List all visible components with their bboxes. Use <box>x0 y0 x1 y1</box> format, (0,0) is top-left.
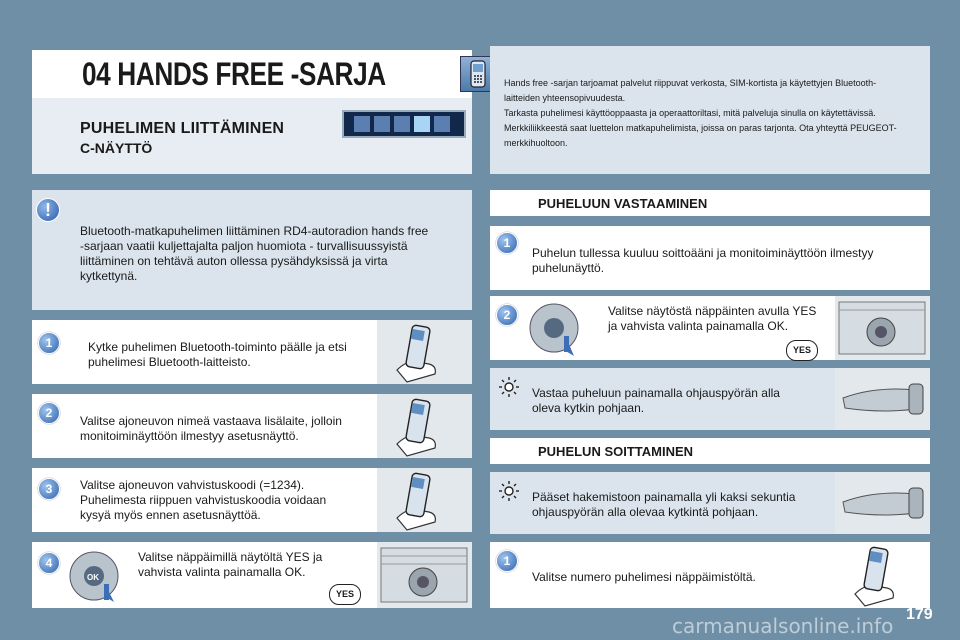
call-step-1 <box>490 542 930 608</box>
step-number-badge: 1 <box>496 550 518 572</box>
section-header <box>32 98 472 174</box>
steering-stalk-icon <box>835 368 930 430</box>
yes-badge: YES <box>329 584 361 605</box>
intro-line: Merkkiliikkeestä saat luettelon matkapuhelimista, joissa on paras tarjonta. Ota yhteyttä PEUGEOT- <box>504 123 897 133</box>
step-number-badge: 2 <box>496 304 518 326</box>
step-line: vahvista valinta painamalla OK. <box>138 565 306 579</box>
step-line: Valitse ajoneuvon nimeä vastaava lisälaite, jolloin <box>80 414 342 428</box>
step-line: Valitse näytöstä näppäinten avulla YES <box>608 304 817 318</box>
left-step-2 <box>32 394 472 458</box>
strip-cell <box>434 116 450 132</box>
section-title: PUHELIMEN LIITTÄMINEN <box>80 120 285 137</box>
step-number-badge: 4 <box>38 552 60 574</box>
warning-line: -sarjaan vaatii kuljettajalta paljon huomiota - turvallisuussyistä <box>80 239 408 253</box>
answer-step-1 <box>490 226 930 290</box>
strip-cell <box>374 116 390 132</box>
radio-panel-icon <box>835 296 930 360</box>
calling-title: PUHELUN SOITTAMINEN <box>538 443 694 459</box>
step-line: Valitse ajoneuvon vahvistuskoodi (=1234). <box>80 478 305 492</box>
step-number-badge: 2 <box>38 402 60 424</box>
tip-line: ohjauspyörän alla olevaa kytkintä pohjaan. <box>532 505 759 519</box>
answering-header <box>490 190 930 216</box>
intro-line: Hands free -sarjan tarjoamat palvelut riippuvat verkosta, SIM-kortista ja käytettyjen Bluetooth- <box>504 78 877 88</box>
step-line: ja vahvista valinta painamalla OK. <box>608 319 789 333</box>
step-number-badge: 3 <box>38 478 60 500</box>
intro-line: Tarkasta puhelimesi käyttöoppaasta ja operaattoriltasi, mitä palveluja sinulla on käytettävissä. <box>504 108 876 118</box>
ok-label: OK <box>87 573 99 582</box>
warning-line: Bluetooth-matkapuhelimen liittäminen RD4-autoradion hands free <box>80 224 429 238</box>
steering-stalk-icon <box>835 472 930 534</box>
warning-line: kytkettynä. <box>80 269 138 283</box>
step-number-badge: 1 <box>496 232 518 254</box>
answer-step-2 <box>490 296 930 360</box>
yes-badge: YES <box>786 340 818 361</box>
page-title: 04 HANDS FREE -SARJA <box>82 55 386 92</box>
step-line: puhelunäyttö. <box>532 261 605 275</box>
hand-phone-icon <box>835 542 930 608</box>
tip-icon <box>498 376 520 398</box>
tip-line: oleva kytkin pohjaan. <box>532 401 645 415</box>
strip-cell <box>354 116 370 132</box>
step-number-badge: 1 <box>38 332 60 354</box>
step-line: monitoiminäyttöön ilmestyy asetusnäyttö. <box>80 429 299 443</box>
step-line: Kytke puhelimen Bluetooth-toiminto päälle ja etsi <box>88 340 347 354</box>
tip-icon <box>498 480 520 502</box>
watermark: carmanualsonline.info <box>672 614 894 638</box>
strip-cell <box>414 116 430 132</box>
left-step-1 <box>32 320 472 384</box>
tip-line: Pääset hakemistoon painamalla yli kaksi sekuntia <box>532 490 796 504</box>
warning-icon: ! <box>36 198 60 222</box>
display-strip-icon <box>342 110 466 138</box>
keypad-icon <box>524 298 588 358</box>
warning-box <box>32 190 472 310</box>
left-step-3 <box>32 468 472 532</box>
title-bar <box>32 50 472 98</box>
hand-phone-icon <box>377 320 472 384</box>
intro-line: merkkihuoltoon. <box>504 138 568 148</box>
tip-line: Vastaa puheluun painamalla ohjauspyörän alla <box>532 386 780 400</box>
hand-phone-icon <box>377 394 472 458</box>
step-line: kysyä myös ennen asetusnäyttöä. <box>80 508 261 522</box>
step-line: Valitse näppäimillä näytöltä YES ja <box>138 550 323 564</box>
keypad-icon <box>64 546 128 604</box>
intro-box <box>490 46 930 174</box>
hand-phone-icon <box>377 468 472 532</box>
step-line: Puhelimesta riippuen vahvistuskoodia voidaan <box>80 493 327 507</box>
page-number: 179 <box>906 606 933 623</box>
answering-title: PUHELUUN VASTAAMINEN <box>538 195 708 211</box>
warning-line: liittäminen on tehtävä auton ollessa pysähdyksissä ja virta <box>80 254 388 268</box>
left-step-4 <box>32 542 472 608</box>
strip-cell <box>394 116 410 132</box>
step-line: Puhelun tullessa kuuluu soittoääni ja monitoiminäyttöön ilmestyy <box>532 246 874 260</box>
radio-panel-icon <box>377 542 472 608</box>
answer-tip <box>490 368 930 430</box>
call-tip <box>490 472 930 534</box>
step-line: puhelimesi Bluetooth-laitteisto. <box>88 355 251 369</box>
calling-header <box>490 438 930 464</box>
step-line: Valitse numero puhelimesi näppäimistöltä. <box>532 570 756 584</box>
section-subtitle: C-NÄYTTÖ <box>80 140 153 156</box>
intro-line: laitteiden yhteensopivuudesta. <box>504 93 626 103</box>
